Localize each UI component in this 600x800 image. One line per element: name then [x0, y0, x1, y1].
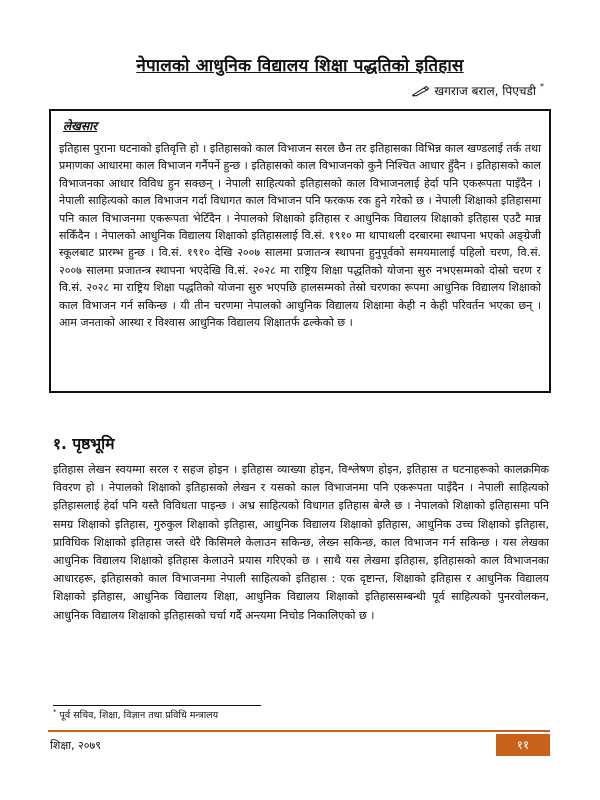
abstract-body: इतिहास पुराना घटनाको इतिवृत्ति हो । इतिहासको काल विभाजन सरल छैन तर इतिहासका विभिन्न काल खण्डलाई तर्क तथा प्रमाणका आधारमा काल विभाजन गर्नैपर्ने हुन्छ । इतिहासको काल विभाजनको कुनै निश्चित आधार हुँदैन । इतिहासको काल विभाजनका आधार विविध हुन सक्छन् । नेपाली साहित्यको इतिहासको काल विभाजनलाई हेर्दा पनि एकरूपता पाइँदैन । नेपाली साहित्यको काल विभाजन गर्दा विधागत काल विभाजन पनि फरकफ रक हुने गरेको छ । नेपाली शिक्षाको इतिहासमा पनि काल विभाजनमा एकरूपता भेटिँदैन । नेपालको शिक्षाको इतिहास र आधुनिक विद्यालय शिक्षाको इतिहास एउटै मान्न सकिँदैन । नेपालको आधुनिक विद्यालय शिक्षाको इतिहासलाई वि.सं. १९१० मा थापाथली दरबारमा स्थापना भएको अङ्ग्रेजी स्कूलबाट प्रारम्भ हुन्छ । वि.सं. १९१० देखि २००७ सालमा प्रजातन्त्र स्थापना हुनुपूर्वको समयमालाई पहिलो चरण, वि.सं. २००७ सालमा प्रजातन्त्र स्थापना भएदेखि वि.सं. २०२८ मा राष्ट्रिय शिक्षा पद्धतिको योजना सुरु नभएसम्मको दोस्रो चरण र वि.सं. २०२८ मा राष्ट्रिय शिक्षा पद्धतिको योजना सुरु भएपछि हालसम्मको तेस्रो चरणका रूपमा आधुनिक विद्यालय शिक्षाको काल विभाजन गर्न सकिन्छ । यी तीन चरणमा नेपालको आधुनिक विद्यालय शिक्षामा केही न केही परिवर्तन भएका छन् । आम जनताको आस्था र विश्वास आधुनिक विद्यालय शिक्षातर्फ ढल्केको छ ।: [59, 142, 541, 330]
section-body: इतिहास लेखन स्वयम्मा सरल र सहज होइन । इतिहास व्याख्या होइन, विश्लेषण होइन, इतिहास त घटनाहरूको कालक्रमिक विवरण हो । नेपालको शिक्षाको इतिहासको लेखन र यसको काल विभाजनमा पनि एकरूपता पाइँदैन । नेपाली साहित्यको इतिहासलाई हेर्दा पनि यस्तै विविधता पाइन्छ । अभ्र साहित्यको विधागत इतिहास बेग्लै छ । नेपालको शिक्षाको इतिहासमा पनि समग्र शिक्षाको इतिहास, गुरुकुल शिक्षाको इतिहास, आधुनिक विद्यालय शिक्षाको इतिहास, आधुनिक उच्च शिक्षाको इतिहास, प्राविधिक शिक्षाको इतिहास जस्ते धेरै किसिमले केलाउन सकिन्छ, लेख्न सकिन्छ, काल विभाजन गर्न सकिन्छ । यस लेखका आधुनिक विद्यालय शिक्षाको इतिहास केलाउने प्रयास गरिएको छ । साथै यस लेखमा इतिहास, इतिहासको काल विभाजनका आधारहरू, इतिहासको काल विभाजनमा नेपाली साहित्यको इतिहास : एक दृष्टान्त, शिक्षाको इतिहास र आधुनिक विद्यालय शिक्षाको इतिहास, आधुनिक विद्यालय शिक्षा, आधुनिक विद्यालय शिक्षाको इतिहाससम्बन्धी पूर्व साहित्यको पुनरवोलकन, आधुनिक विद्यालय शिक्षाको इतिहासको चर्चा गर्दै अन्त्यमा निचोड निकालिएको छ ।: [53, 463, 549, 622]
abstract-box: [49, 109, 551, 393]
footer-rule: [48, 730, 550, 732]
footnote-text: पूर्व सचिव, शिक्षा, विज्ञान तथा प्रविधि मन्त्रालय: [59, 710, 219, 722]
author-line: [412, 82, 544, 99]
article-title: नेपालको आधुनिक विद्यालय शिक्षा पद्धतिको इतिहास: [136, 56, 464, 77]
footnote-divider: [53, 705, 261, 706]
section-heading: १. पृष्ठभूमि: [53, 435, 115, 453]
footer-journal: शिक्षा, २०७९: [50, 739, 101, 752]
page-number: ११: [496, 734, 550, 756]
footnote: [53, 708, 218, 721]
pen-icon: [412, 85, 430, 97]
author-name: खगराज बराल, पिएचडी: [434, 84, 536, 98]
abstract-heading: लेखसार: [63, 119, 98, 133]
footnote-marker: *: [53, 708, 57, 716]
page-footer: [48, 730, 550, 756]
author-footnote-marker: *: [540, 82, 544, 91]
